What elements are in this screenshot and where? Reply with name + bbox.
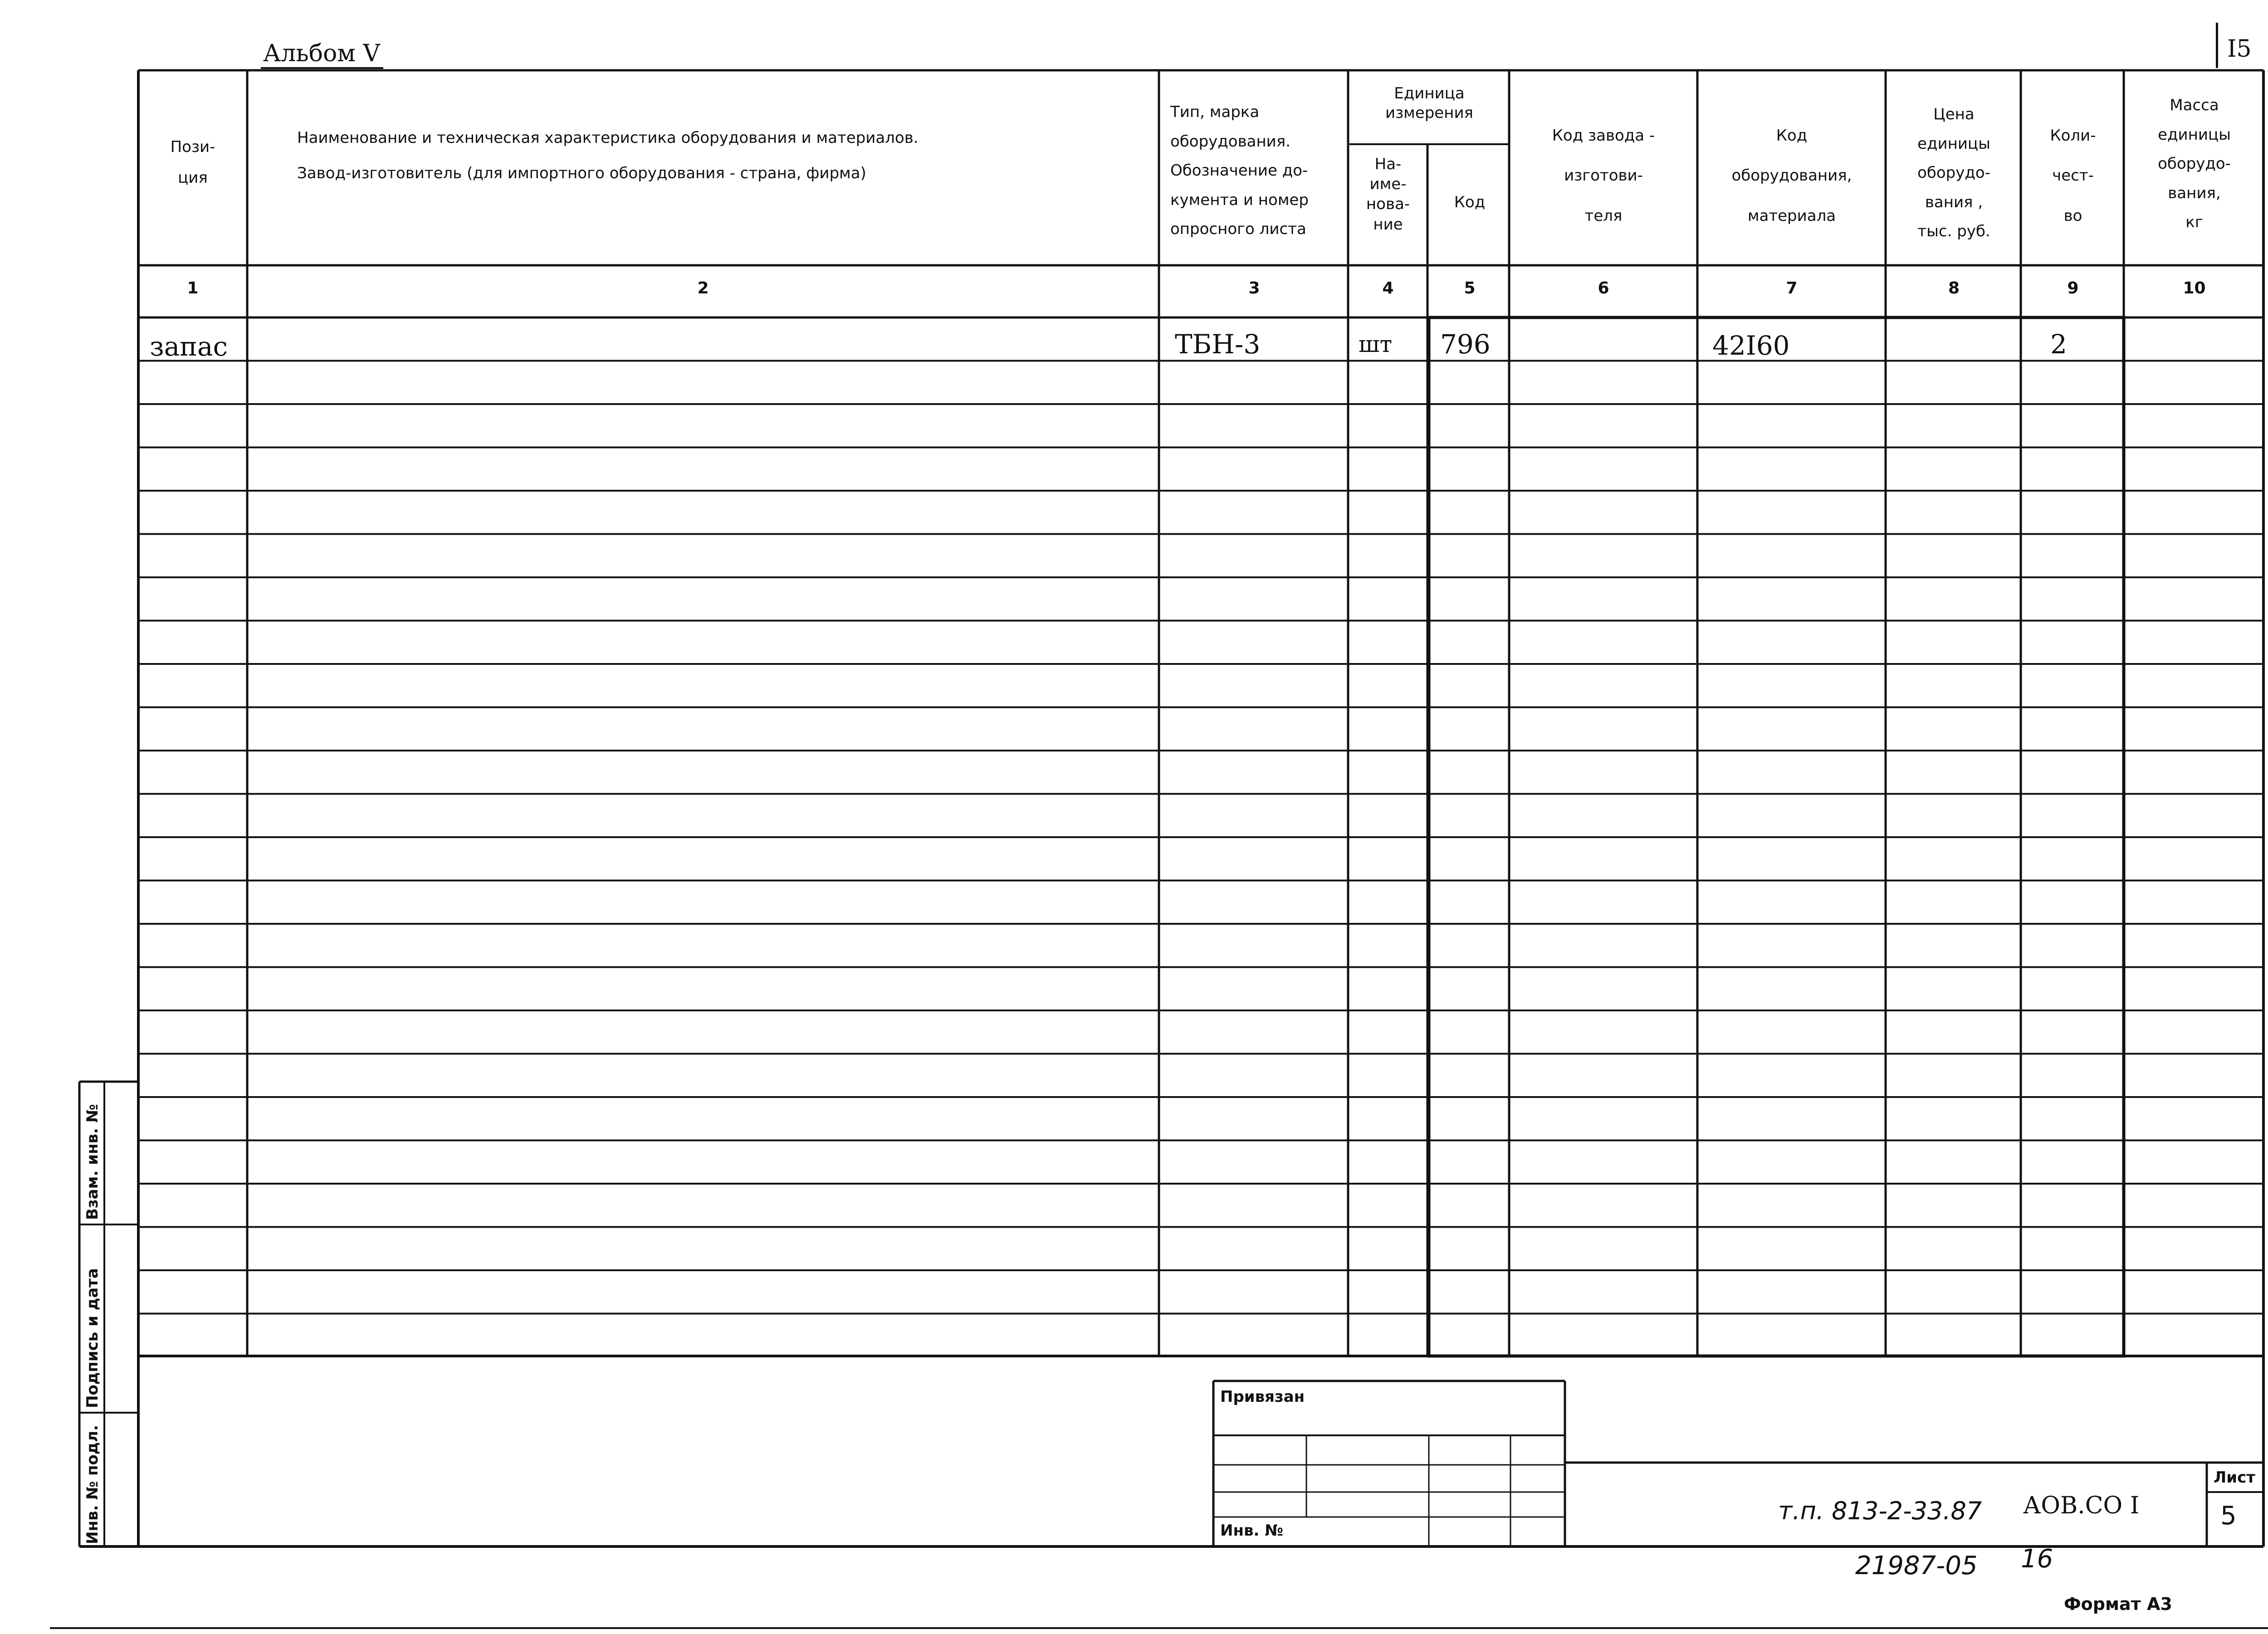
- privyazan-label: Привязан: [1220, 1388, 1305, 1406]
- doc-code: АОВ.СО I: [2023, 1492, 2140, 1519]
- cell-qty: 2: [2050, 329, 2067, 360]
- col-header-unit-name: На- име- нова- ние: [1366, 155, 1410, 234]
- cell-unit: шт: [1359, 331, 1393, 357]
- col-num-7: 7: [1786, 279, 1798, 298]
- doc-reference: т.п. 813-2-33.87: [1778, 1497, 1982, 1525]
- cell-unit-code: 796: [1440, 329, 1491, 360]
- col-num-4: 4: [1382, 279, 1394, 298]
- col-num-1: 1: [187, 279, 199, 298]
- page-number: I5: [2227, 35, 2252, 63]
- album-label: Альбом V: [263, 40, 380, 67]
- col-num-9: 9: [2067, 279, 2079, 298]
- col-num-6: 6: [1598, 279, 1609, 298]
- col-header-qty: Коли- чест- во: [2050, 127, 2096, 225]
- col-num-3: 3: [1248, 279, 1260, 298]
- col-header-position: Пози- ция: [170, 138, 215, 187]
- side-stamp-inv-orig: Инв. № подл.: [83, 1424, 102, 1544]
- col-header-plant-code: Код завода - изготови- теля: [1552, 127, 1655, 225]
- col-num-8: 8: [1948, 279, 1960, 298]
- inv-no-label: Инв. №: [1220, 1522, 1284, 1540]
- col-num-10: 10: [2183, 279, 2206, 298]
- side-stamp-sign-date: Подпись и дата: [83, 1268, 102, 1408]
- cell-equip-code: 42I60: [1712, 330, 1790, 361]
- archive-number: 21987-05: [1855, 1551, 1978, 1580]
- col-header-equip-code: Код оборудования, материала: [1731, 127, 1852, 225]
- unit-group-title: Единица измерения: [1385, 84, 1474, 122]
- sheet-label: Лист: [2214, 1468, 2255, 1487]
- sheet-number: 5: [2220, 1501, 2237, 1531]
- col-header-type: Тип, марка оборудования. Обозначение до- кумента и номер опросного листа: [1170, 103, 1309, 239]
- archive-page: 16: [2021, 1544, 2053, 1574]
- col-header-name: Наименование и техническая характеристика оборудования и материалов. Завод-изготовитель (для импортного оборудования - страна, фирма): [297, 129, 919, 183]
- format-label: Формат А3: [2064, 1594, 2172, 1614]
- col-num-5: 5: [1464, 279, 1476, 298]
- side-stamp-replace-inv: Взам. инв. №: [83, 1104, 102, 1220]
- col-num-2: 2: [697, 279, 709, 298]
- col-header-unit-code: Код: [1454, 193, 1486, 211]
- col-header-mass: Масса единицы оборудо- вания, кг: [2158, 96, 2231, 232]
- col-header-price: Цена единицы оборудо- вания , тыс. руб.: [1917, 105, 1990, 241]
- cell-type: ТБН-3: [1175, 329, 1261, 360]
- cell-position: запас: [150, 331, 228, 362]
